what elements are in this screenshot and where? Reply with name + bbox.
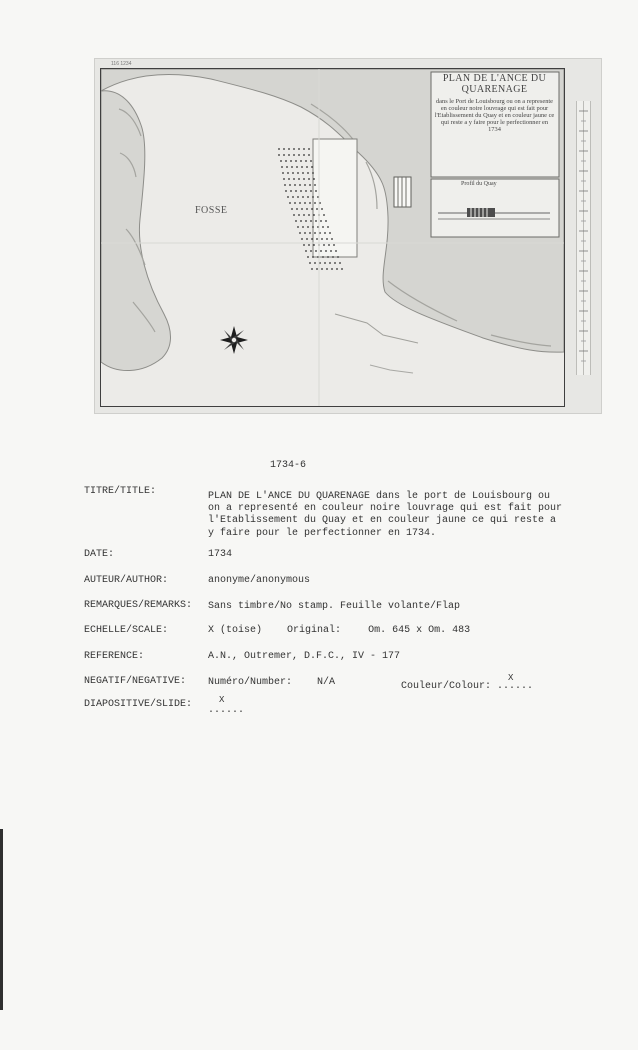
slide-label: DIAPOSITIVE/SLIDE: bbox=[84, 699, 193, 710]
colour-dots: ...... bbox=[497, 681, 534, 692]
negative-number-row bbox=[208, 677, 335, 689]
author-label: AUTEUR/AUTHOR: bbox=[84, 575, 169, 586]
catalogue-code: 1734-6 bbox=[270, 460, 307, 471]
remarks-value: Sans timbre/No stamp. Feuille volante/Flap bbox=[208, 601, 461, 612]
left-scan-edge bbox=[0, 829, 3, 1010]
scale-value-row bbox=[208, 625, 470, 637]
scan-edge-top-cap bbox=[0, 829, 2, 833]
remarks-label: REMARQUES/REMARKS: bbox=[84, 600, 193, 611]
title-label: TITRE/TITLE: bbox=[84, 486, 157, 497]
reference-label: REFERENCE: bbox=[84, 651, 145, 662]
colour-x-mark: X bbox=[508, 673, 514, 683]
negative-label: NEGATIF/NEGATIVE: bbox=[84, 676, 187, 687]
historical-map bbox=[100, 61, 565, 407]
date-value: 1734 bbox=[208, 549, 233, 560]
scale-label: ECHELLE/SCALE: bbox=[84, 625, 169, 636]
measurement-ruler bbox=[576, 101, 591, 375]
map-cartouche bbox=[434, 74, 555, 176]
map-subtitle: dans le Port de Louisbourg ou on a represente en couleur noire louvrage qui est fait pour l'Etablissement du Quay et en couleur jaune ce qui reste a y faire pour le perfectionner en 1734 bbox=[434, 98, 555, 134]
original-label: Original: bbox=[287, 625, 342, 636]
colour-label: Couleur/Colour: bbox=[401, 681, 492, 692]
title-value: PLAN DE L'ANCE DU QUARENAGE dans le port de Louisbourg ou on a representé en couleur noire louvrage qui est fait pour l'Etablissement du Quay et en couleur jaune ce qui reste a y faire pour le perfectionner en 1734. bbox=[208, 491, 563, 539]
author-value: anonyme/anonymous bbox=[208, 575, 311, 586]
negative-number-value: N/A bbox=[317, 677, 336, 688]
slide-dots: ...... bbox=[208, 705, 245, 716]
original-value: Om. 645 x Om. 483 bbox=[368, 625, 471, 636]
map-profile-label: Profil du Quay bbox=[461, 181, 497, 187]
map-title: PLAN DE L'ANCE DU QUARENAGE bbox=[442, 73, 547, 95]
map-corner-tag: 116 1234 bbox=[111, 61, 132, 67]
scale-value: X (toise) bbox=[208, 625, 263, 636]
reference-value: A.N., Outremer, D.F.C., IV - 177 bbox=[208, 651, 401, 662]
negative-number-label: Numéro/Number: bbox=[208, 677, 293, 688]
slide-x-mark: X bbox=[219, 695, 225, 705]
ruler-graphic bbox=[577, 101, 590, 375]
map-fosse-label: FOSSE bbox=[195, 205, 228, 216]
date-label: DATE: bbox=[84, 549, 115, 560]
